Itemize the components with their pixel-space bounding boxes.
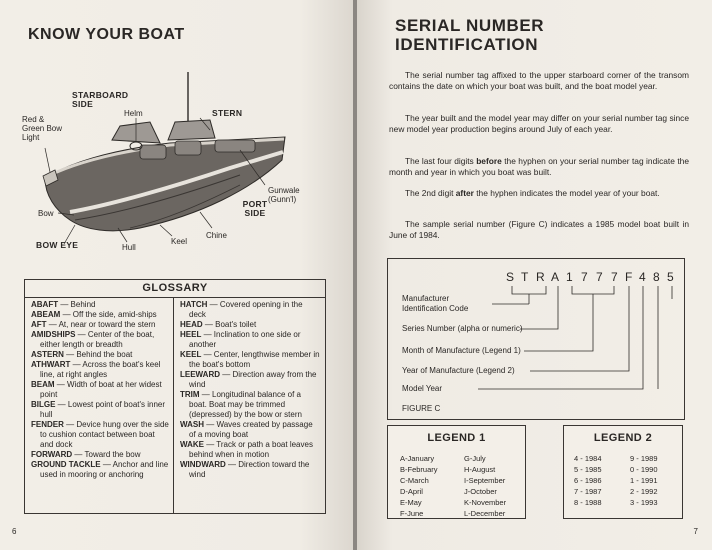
label-bow-light: Red & Green Bow Light — [22, 115, 63, 142]
left-page — [0, 0, 353, 550]
legend-item: 6 - 1986 — [574, 476, 602, 485]
title-line-2: IDENTIFICATION — [395, 35, 539, 54]
glossary-definition: — Center, lengthwise member in the boat's bottom — [189, 350, 320, 369]
glossary-term: GROUND TACKLE — [31, 460, 101, 469]
glossary-definition: — Behind the boat — [63, 350, 133, 359]
glossary-entry — [31, 350, 169, 360]
glossary-term: AMIDSHIPS — [31, 330, 76, 339]
glossary-definition: — Track or path a boat leaves behind when in motion — [189, 440, 313, 459]
glossary-entry — [180, 370, 320, 390]
glossary-column-2 — [180, 300, 320, 480]
glossary-term: WASH — [180, 420, 204, 429]
legend-item: F-June — [400, 509, 424, 518]
glossary-term: FENDER — [31, 420, 64, 429]
paragraph-year-differ: The year built and the model year may differ on your serial number tag since new model year production begins around July of each year. — [389, 113, 689, 134]
glossary-term: BEAM — [31, 380, 55, 389]
serial-char: F — [625, 270, 633, 284]
legend-item: H-August — [464, 465, 496, 474]
label-bow: Bow — [38, 209, 54, 218]
glossary-entry — [31, 450, 169, 460]
glossary-entry — [31, 320, 169, 330]
glossary-definition: — Covered opening in the deck — [189, 300, 303, 319]
label-port-side: PORT SIDE — [242, 199, 268, 218]
glossary-term: BILGE — [31, 400, 56, 409]
page-title-know-your-boat: KNOW YOUR BOAT — [28, 26, 185, 43]
serial-char: S — [506, 270, 515, 284]
paragraph-second-digit: The 2nd digit after the hyphen indicates the model year of your boat. — [405, 188, 660, 198]
figure-label-manufacturer: Manufacturer Identification Code — [402, 294, 469, 313]
title-line-1: SERIAL NUMBER — [395, 16, 545, 35]
legend-1-box — [387, 425, 526, 519]
figure-c-leader-lines — [388, 259, 684, 419]
glossary-term: ASTERN — [31, 350, 64, 359]
figure-label-month: Month of Manufacture (Legend 1) — [402, 346, 521, 355]
glossary-entry — [31, 330, 169, 350]
glossary-term: WINDWARD — [180, 460, 226, 469]
serial-char: R — [536, 270, 545, 284]
glossary-term: AFT — [31, 320, 47, 329]
legend-item: 1 - 1991 — [630, 476, 658, 485]
label-chine: Chine — [206, 231, 227, 240]
glossary-entry — [180, 460, 320, 480]
legend-1-title: LEGEND 1 — [427, 432, 486, 444]
glossary-entry — [180, 300, 320, 320]
page-title-serial-number — [395, 16, 544, 54]
glossary-term: ABAFT — [31, 300, 59, 309]
serial-char: T — [521, 270, 529, 284]
legend-item: E-May — [400, 498, 422, 507]
serial-char: 7 — [581, 270, 588, 284]
glossary-title: GLOSSARY — [25, 280, 325, 298]
glossary-term: FORWARD — [31, 450, 73, 459]
glossary-entry — [31, 400, 169, 420]
legend-item: G-July — [464, 454, 486, 463]
label-keel: Keel — [171, 237, 188, 246]
glossary-definition: — Anchor and line used in mooring or anchoring — [40, 460, 169, 479]
glossary-definition: — Toward the bow — [72, 450, 141, 459]
label-starboard-side: STARBOARD SIDE — [72, 90, 129, 109]
glossary-definition: — Device hung over the side to cushion contact between boat and dock — [40, 420, 169, 449]
glossary-definition: — Boat's toilet — [202, 320, 257, 329]
legend-item: 8 - 1988 — [574, 498, 602, 507]
glossary-term: TRIM — [180, 390, 200, 399]
legend-item: 5 - 1985 — [574, 465, 602, 474]
glossary-entry — [31, 310, 169, 320]
legend-item: 3 - 1993 — [630, 498, 658, 507]
paragraph-last-four-digits: The last four digits before the hyphen on your serial number tag indicate the month and year in which you boat was built. — [389, 156, 689, 177]
serial-char: 5 — [667, 270, 674, 284]
glossary-entry — [180, 440, 320, 460]
glossary-entry — [31, 420, 169, 450]
legend-item: I-September — [464, 476, 506, 485]
glossary-definition: — Behind — [58, 300, 96, 309]
glossary-entry — [31, 300, 169, 310]
serial-char: A — [551, 270, 560, 284]
label-helm: Helm — [124, 109, 143, 118]
glossary-definition: — Inclination to one side or another — [189, 330, 301, 349]
glossary-definition: — Across the boat's keel line, at right angles — [40, 360, 161, 379]
legend-item: B-February — [400, 465, 438, 474]
figure-label-year: Year of Manufacture (Legend 2) — [402, 366, 515, 375]
figure-label-series: Series Number (alpha or numeric) — [402, 324, 523, 333]
glossary-definition: — Width of boat at her widest point — [40, 380, 162, 399]
label-hull: Hull — [122, 243, 136, 252]
page-number-right: 7 — [693, 527, 698, 536]
figure-c-serial-diagram — [387, 258, 685, 420]
glossary-definition: — Direction toward the wind — [189, 460, 310, 479]
legend-item: D-April — [400, 487, 423, 496]
glossary-definition: — At, near or toward the stern — [46, 320, 156, 329]
glossary-entry — [180, 330, 320, 350]
legend-item: 9 - 1989 — [630, 454, 658, 463]
glossary-entry — [180, 420, 320, 440]
glossary-term: KEEL — [180, 350, 202, 359]
glossary-column-1 — [31, 300, 169, 480]
glossary-term: HEAD — [180, 320, 203, 329]
legend-item: 0 - 1990 — [630, 465, 658, 474]
glossary-entry — [180, 320, 320, 330]
serial-char: 8 — [653, 270, 660, 284]
figure-caption: FIGURE C — [402, 404, 441, 413]
legend-item: 7 - 1987 — [574, 487, 602, 496]
label-stern: STERN — [212, 108, 243, 118]
legend-item: J-October — [464, 487, 497, 496]
serial-char: 7 — [611, 270, 618, 284]
legend-item: L-December — [464, 509, 506, 518]
glossary-entry — [180, 390, 320, 420]
glossary-term: HEEL — [180, 330, 202, 339]
glossary-box — [24, 279, 326, 514]
glossary-definition: — Longitudinal balance of a boat. Boat may be trimmed (depressed) by the bow or stern — [189, 390, 302, 419]
serial-char: 7 — [596, 270, 603, 284]
label-bow-eye: BOW EYE — [36, 240, 79, 250]
glossary-entry — [31, 360, 169, 380]
paragraph-tag-location: The serial number tag affixed to the upper starboard corner of the transom contains the date on which your boat was built, and the boat model year. — [389, 70, 689, 91]
right-page — [357, 0, 712, 550]
glossary-entry — [31, 460, 169, 480]
serial-char: 1 — [566, 270, 573, 284]
glossary-term: LEEWARD — [180, 370, 220, 379]
legend-2-box — [563, 425, 683, 519]
page-number-left: 6 — [12, 527, 17, 536]
figure-label-model-year: Model Year — [402, 384, 443, 393]
glossary-term: WAKE — [180, 440, 204, 449]
legend-item: K-November — [464, 498, 507, 507]
legend-item: C-March — [400, 476, 429, 485]
glossary-definition: — Direction away from the wind — [189, 370, 317, 389]
boat-illustration — [0, 60, 353, 260]
glossary-term: HATCH — [180, 300, 208, 309]
serial-char: 4 — [639, 270, 646, 284]
glossary-definition: — Lowest point of boat's inner hull — [40, 400, 166, 419]
glossary-definition: — Off the side, amid-ships — [60, 310, 157, 319]
glossary-entry — [31, 380, 169, 400]
legend-item: 4 - 1984 — [574, 454, 602, 463]
legend-2-title: LEGEND 2 — [593, 432, 653, 444]
label-gunwale: Gunwale (Gunn'l) — [268, 186, 300, 204]
glossary-entry — [180, 350, 320, 370]
legend-item: A-January — [400, 454, 435, 463]
legend-item: 2 - 1992 — [630, 487, 658, 496]
glossary-definition: — Center of the boat, either length or breadth — [40, 330, 155, 349]
paragraph-sample: The sample serial number (Figure C) indicates a 1985 model boat built in June of 1984. — [389, 219, 689, 240]
glossary-divider — [173, 297, 174, 513]
glossary-term: ATHWART — [31, 360, 71, 369]
glossary-definition: — Waves created by passage of a moving boat — [189, 420, 313, 439]
glossary-term: ABEAM — [31, 310, 61, 319]
